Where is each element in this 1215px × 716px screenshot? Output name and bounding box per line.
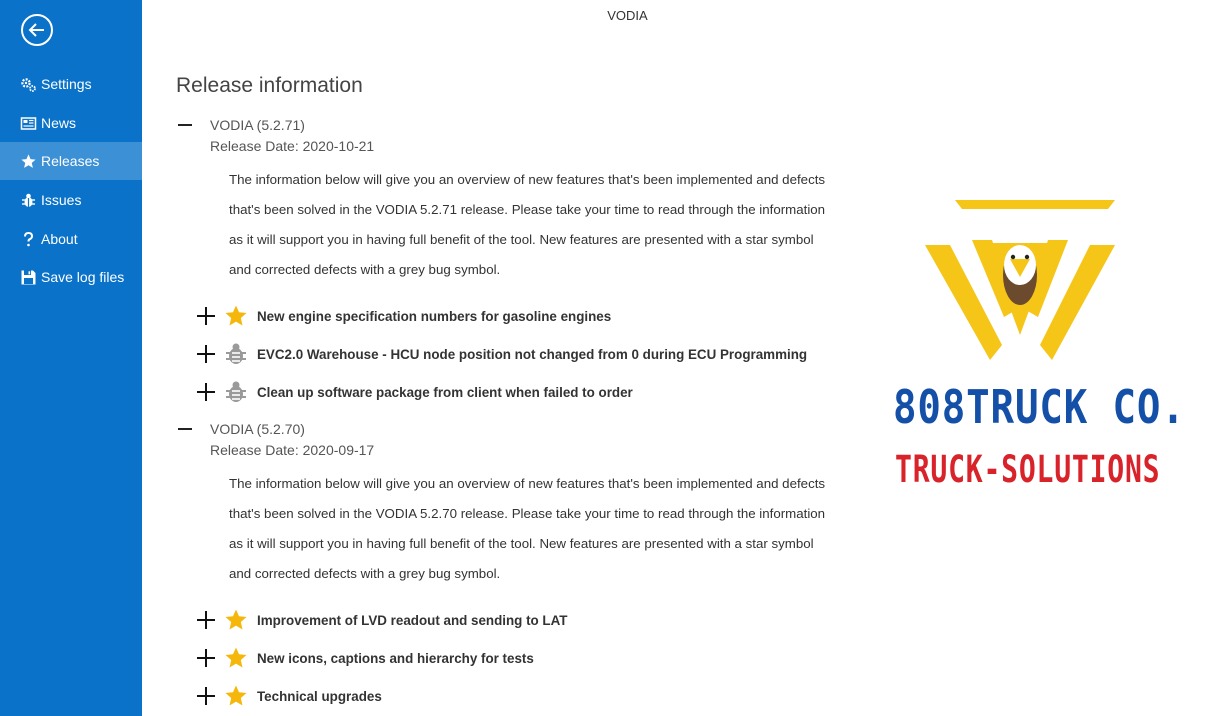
expand-plus-icon[interactable] — [197, 345, 215, 363]
question-mark-icon — [20, 231, 37, 248]
release-item-label: Clean up software package from client when failed to order — [257, 384, 633, 400]
release-item[interactable] — [197, 304, 611, 328]
release-item[interactable] — [197, 380, 633, 404]
star-icon — [20, 153, 37, 170]
release-item[interactable] — [197, 608, 567, 632]
release-item-label: Technical upgrades — [257, 688, 382, 704]
release-item[interactable] — [197, 646, 534, 670]
release-description: The information below will give you an overview of new features that's been implemented and defects that's been solved in the VODIA 5.2.71 release. Please take your time to read through the information as it will support you in having full benefit of the tool. New features are presented with a star symbol and corrected defects with a grey bug symbol. — [229, 172, 826, 277]
bug-icon — [224, 342, 248, 366]
bug-icon — [224, 380, 248, 404]
release-name: VODIA (5.2.71) — [210, 117, 305, 133]
sidebar-item-label: Settings — [41, 76, 92, 92]
expand-plus-icon[interactable] — [197, 383, 215, 401]
release-description: The information below will give you an overview of new features that's been implemented and defects that's been solved in the VODIA 5.2.70 release. Please take your time to read through the information as it will support you in having full benefit of the tool. New features are presented with a star symbol and corrected defects with a grey bug symbol. — [229, 476, 826, 581]
app-title: VODIA — [607, 8, 648, 23]
sidebar-item-save-log-files[interactable] — [0, 258, 142, 296]
watermark-tagline: TRUCK-SOLUTIONS — [895, 448, 1161, 491]
release-item-label: New engine specification numbers for gasoline engines — [257, 308, 612, 324]
release-item[interactable] — [197, 342, 807, 366]
star-icon — [224, 684, 248, 708]
sidebar-item-settings[interactable] — [0, 65, 142, 103]
release-item-label: New icons, captions and hierarchy for tests — [257, 650, 534, 666]
page-title: Release information — [176, 74, 363, 97]
sidebar-item-releases[interactable] — [0, 142, 142, 180]
arrow-left-icon — [28, 21, 46, 39]
sidebar-item-label: News — [41, 115, 77, 131]
expand-plus-icon[interactable] — [197, 611, 215, 629]
newspaper-icon — [20, 115, 37, 132]
star-icon — [224, 304, 248, 328]
release-item[interactable] — [197, 684, 382, 708]
sidebar-item-label: Save log files — [41, 269, 125, 285]
sidebar-item-about[interactable] — [0, 220, 142, 258]
gears-icon — [20, 76, 37, 93]
expand-plus-icon[interactable] — [197, 649, 215, 667]
sidebar — [0, 0, 142, 716]
star-icon — [224, 608, 248, 632]
watermark-brand: 808TRUCK CO. — [893, 380, 1186, 434]
star-icon — [224, 646, 248, 670]
eagle-logo-icon — [920, 195, 1120, 365]
sidebar-item-label: Releases — [41, 153, 100, 169]
sidebar-item-label: Issues — [41, 192, 82, 208]
release-item-label: Improvement of LVD readout and sending to LAT — [257, 612, 568, 628]
expand-plus-icon[interactable] — [197, 307, 215, 325]
sidebar-item-issues[interactable] — [0, 181, 142, 219]
release-collapse-toggle[interactable] — [176, 422, 194, 436]
release-date: Release Date: 2020-09-17 — [210, 442, 375, 458]
release-collapse-toggle[interactable] — [176, 118, 194, 132]
sidebar-item-label: About — [41, 231, 78, 247]
bug-icon — [20, 192, 37, 209]
floppy-disk-icon — [20, 269, 37, 286]
sidebar-item-news[interactable] — [0, 104, 142, 142]
release-name: VODIA (5.2.70) — [210, 421, 305, 437]
release-date: Release Date: 2020-10-21 — [210, 138, 375, 154]
release-item-label: EVC2.0 Warehouse - HCU node position not changed from 0 during ECU Programming — [257, 346, 808, 362]
expand-plus-icon[interactable] — [197, 687, 215, 705]
